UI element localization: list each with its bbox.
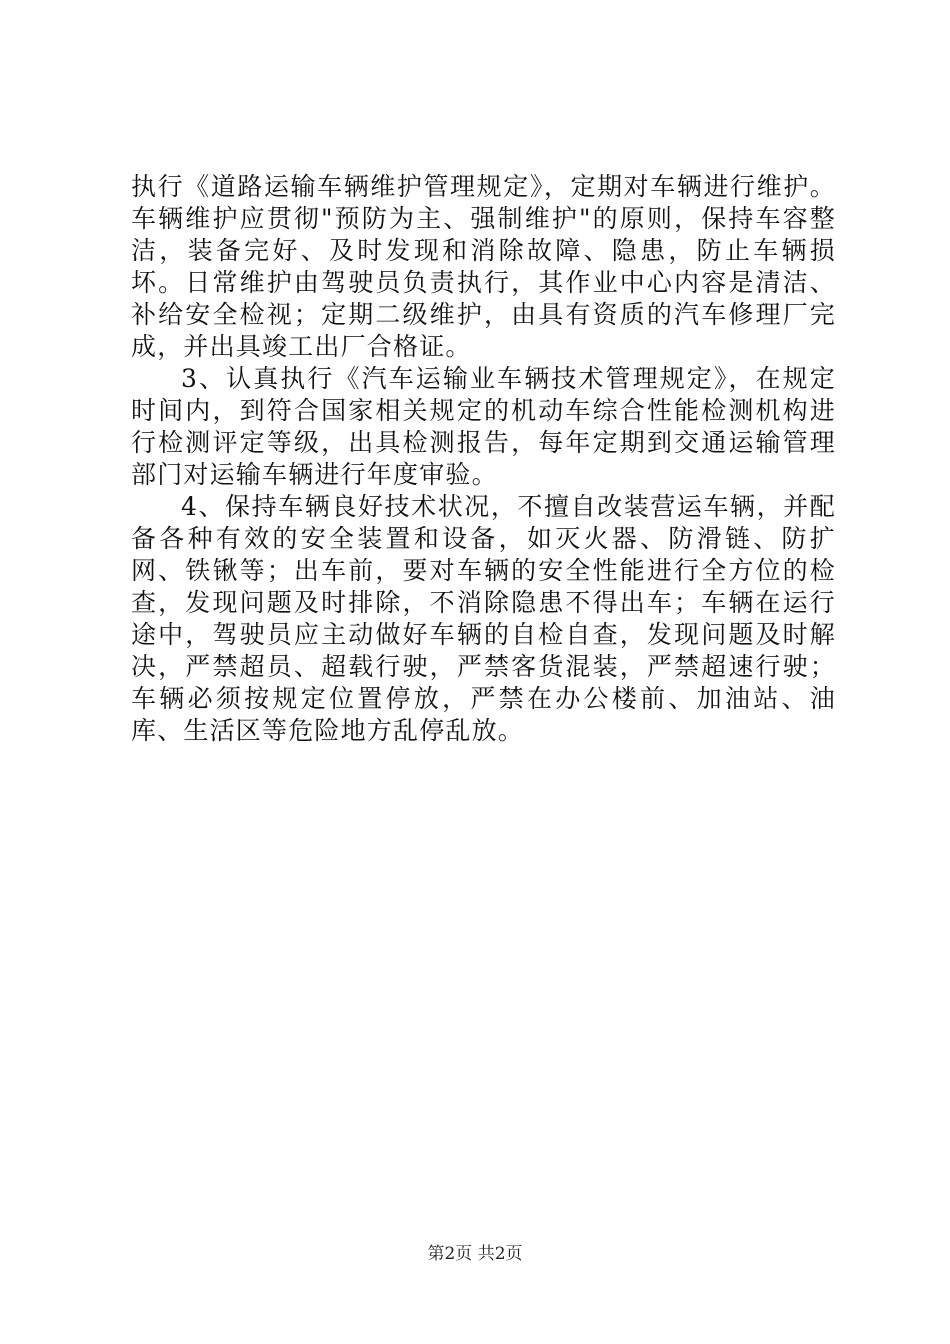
document-body (131, 171, 836, 747)
page-number-footer: 第2页 共2页 (427, 1244, 523, 1264)
paragraph-vehicle-condition: 4、保持车辆良好技术状况，不擅自改装营运车辆，并配备各种有效的安全装置和设备，如灭火器、防滑链、防扩网、铁锹等；出车前，要对车辆的安全性能进行全方位的检查，发现问题及时排除，不消除隐患不得出车；车辆在运行途中，驾驶员应主动做好车辆的自检自查，发现问题及时解决，严禁超员、超载行驶，严禁客货混装，严禁超速行驶；车辆必须按规定位置停放，严禁在办公楼前、加油站、油库、生活区等危险地方乱停乱放。 (131, 492, 836, 745)
paragraph-vehicle-maintenance: 执行《道路运输车辆维护管理规定》，定期对车辆进行维护。车辆维护应贯彻"预防为主、强制维护"的原则，保持车容整洁，装备完好、及时发现和消除故障、隐患，防止车辆损坏。日常维护由驾驶员负责执行，其作业中心内容是清洁、补给安全检视；定期二级维护，由具有资质的汽车修理厂完成，并出具竣工出厂合格证。 (131, 172, 836, 361)
paragraph-technical-management: 3、认真执行《汽车运输业车辆技术管理规定》，在规定时间内，到符合国家相关规定的机动车综合性能检测机构进行检测评定等级，出具检测报告，每年定期到交通运输管理部门对运输车辆进行年度审验。 (131, 364, 836, 489)
